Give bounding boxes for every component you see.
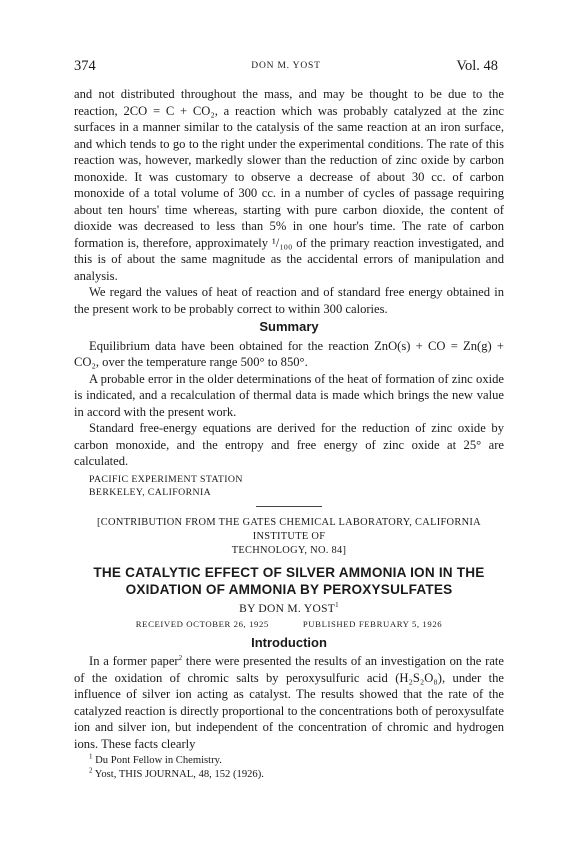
paragraph-heat-of-reaction: We regard the values of heat of reaction and of standard free energy obtained in the present work to be probably correct to within 300 calories.: [74, 285, 504, 316]
section-divider: [256, 506, 322, 507]
introduction-heading: Introduction: [251, 634, 327, 650]
intro-lead: In a former paper: [89, 654, 179, 668]
author-byline: [74, 602, 504, 617]
running-head-author: DON M. YOST: [251, 61, 321, 71]
page-number: 374: [74, 58, 96, 74]
running-header: [74, 58, 498, 80]
summary-paragraph-2: A probable error in the older determinations of the heat of formation of zinc oxide is indicated, and a recalculation of thermal data is made which brings the new value in accord with the present work.: [74, 371, 504, 419]
footnote-1-marker: 1: [89, 752, 93, 761]
article-title-line-1: THE CATALYTIC EFFECT OF SILVER AMMONIA ION IN THE: [93, 564, 485, 580]
affiliation-station: PACIFIC EXPERIMENT STATION: [89, 473, 243, 485]
summary-paragraph-3: Standard free-energy equations are derived for the reduction of zinc oxide by carbon monoxide, and the entropy and free energy of zinc oxide at 25° are calculated.: [74, 421, 504, 468]
contribution-note-line-2: TECHNOLOGY, NO. 84]: [231, 544, 347, 556]
summary-heading: Summary: [259, 319, 319, 334]
author-footnote-marker: 1: [335, 600, 339, 609]
affiliation-location: BERKELEY, CALIFORNIA: [89, 486, 212, 498]
footnote-2: [89, 765, 504, 782]
contribution-note-line-1: [CONTRIBUTION FROM THE GATES CHEMICAL LABORATORY, CALIFORNIA INSTITUTE OF: [97, 516, 481, 542]
footnote-1: [89, 754, 504, 768]
footnote-1-text: Du Pont Fellow in Chemistry.: [95, 755, 222, 766]
footnote-2-marker: 2: [89, 765, 93, 774]
author-name: BY DON M. YOST: [239, 602, 336, 615]
published-date: PUBLISHED FEBRUARY 5, 1926: [302, 618, 443, 629]
article-title: [74, 564, 504, 598]
footnote-2-text: Yost, THIS JOURNAL, 48, 152 (1926).: [94, 768, 264, 780]
received-date: RECEIVED OCTOBER 26, 1925: [135, 618, 269, 629]
introduction-paragraph: [74, 653, 504, 752]
volume-label: Vol. 48: [456, 58, 498, 74]
summary-paragraph-1: Equilibrium data have been obtained for the reaction ZnO(s) + CO = Zn(g) + CO₂, over the temperature range 500° to 850°.: [74, 338, 504, 369]
continued-paragraph: and not distributed throughout the mass, and may be thought to be due to the reaction, 2CO = C + CO₂, a reaction which was probably catalyzed at the zinc surfaces in a manner similar to the catalysis of the same reaction at an iron surface, and which tends to go to the right under the experimental conditions. The rate of this reaction was, however, markedly slower than the reduction of zinc oxide by carbon monoxide. It was customary to observe a decrease of about 30 cc. of carbon monoxide of a total volume of 300 cc. in a number of cycles of passage requiring about ten hours' time whereas, starting with pure carbon dioxide, the content of dioxide was decreased to less than 5% in one hour's time. The rate of carbon formation is, therefore, approximately ¹/₁₀₀ of the primary reaction investigated, and this is of about the same magnitude as the accidental errors of manipulation and analysis.: [74, 87, 504, 283]
article-dates: [74, 618, 504, 631]
page-body: [74, 86, 504, 781]
intro-footnote-marker: 2: [178, 653, 183, 662]
intro-text: there were presented the results of an investigation on the rate of the oxidation of chromic salts by peroxysulfuric acid (H₂S₂O₈), under the influence of silver ion acting as catalyst. The results showed that the rate of the catalyzed reaction is directly proportional to the concentrations both of peroxysulfate ion and silver ion, but independent of the concentration of chromic and hydrogen ions. These facts clearly: [74, 654, 505, 751]
article-title-line-2: OXIDATION OF AMMONIA BY PEROXYSULFATES: [125, 581, 453, 597]
